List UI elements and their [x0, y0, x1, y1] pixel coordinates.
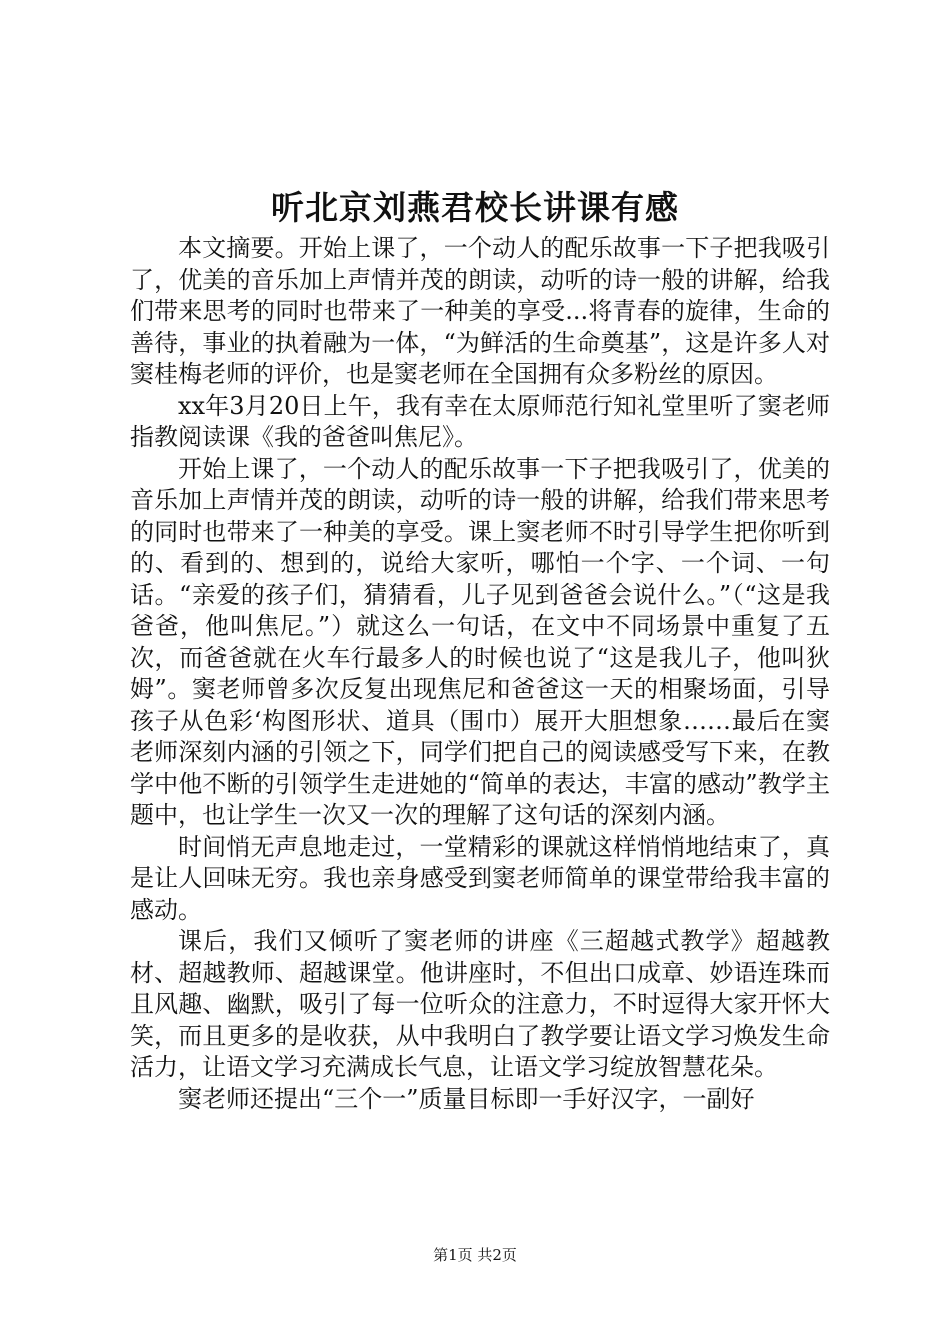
paragraph-lesson: 开始上课了，一个动人的配乐故事一下子把我吸引了，优美的音乐加上声情并茂的朗读，动听的诗一般的讲解，给我们带来思考的同时也带来了一种美的享受。课上窦老师不时引导学生把你听到的、看到的、想到的，说给大家听，哪怕一个字、一个词、一句话。“亲爱的孩子们，猜猜看，儿子见到爸爸会说什么。”（“这是我爸爸，他叫焦尼。”）就这么一句话，在文中不同场景中重复了五次，而爸爸就在火车行最多人的时候也说了“这是我儿子，他叫狄姆”。窦老师曾多次反复出现焦尼和爸爸这一天的相聚场面，引导孩子从色彩‘构图形状、道具（围巾）展开大胆想象……最后在窦老师深刻内涵的引领之下，同学们把自己的阅读感受写下来，在教学中他不断的引领学生走进她的“简单的表达，丰富的感动”教学主题中，也让学生一次又一次的理解了这句话的深刻内涵。 [130, 454, 830, 829]
document-body [130, 233, 830, 1115]
paragraph-reflection: 时间悄无声息地走过，一堂精彩的课就这样悄悄地结束了，真是让人回味无穷。我也亲身感受到窦老师简单的课堂带给我丰富的感动。 [130, 832, 830, 924]
page-number-footer: 第1页 共2页 [433, 1246, 517, 1264]
paragraph-goals: 窦老师还提出“三个一”质量目标即一手好汉字，一副好 [178, 1084, 755, 1113]
document-title: 听北京刘燕君校长讲课有感 [271, 188, 679, 227]
paragraph-lecture: 课后，我们又倾听了窦老师的讲座《三超越式教学》超越教材、超越教师、超越课堂。他讲座时，不但出口成章、妙语连珠而且风趣、幽默，吸引了每一位听众的注意力，不时逗得大家开怀大笑，而且更多的是收获，从中我明白了教学要让语文学习焕发生命活力，让语文学习充满成长气息，让语文学习绽放智慧花朵。 [130, 927, 830, 1081]
paragraph-abstract: 本文摘要。开始上课了，一个动人的配乐故事一下子把我吸引了，优美的音乐加上声情并茂的朗读，动听的诗一般的讲解，给我们带来思考的同时也带来了一种美的享受...将青春的旋律，生命的善待，事业的执着融为一体，“为鲜活的生命奠基”，这是许多人对窦桂梅老师的评价，也是窦老师在全国拥有众多粉丝的原因。 [130, 234, 830, 388]
paragraph-date: xx年3月20日上午，我有幸在太原师范行知礼堂里听了窦老师指教阅读课《我的爸爸叫焦尼》。 [130, 391, 830, 451]
